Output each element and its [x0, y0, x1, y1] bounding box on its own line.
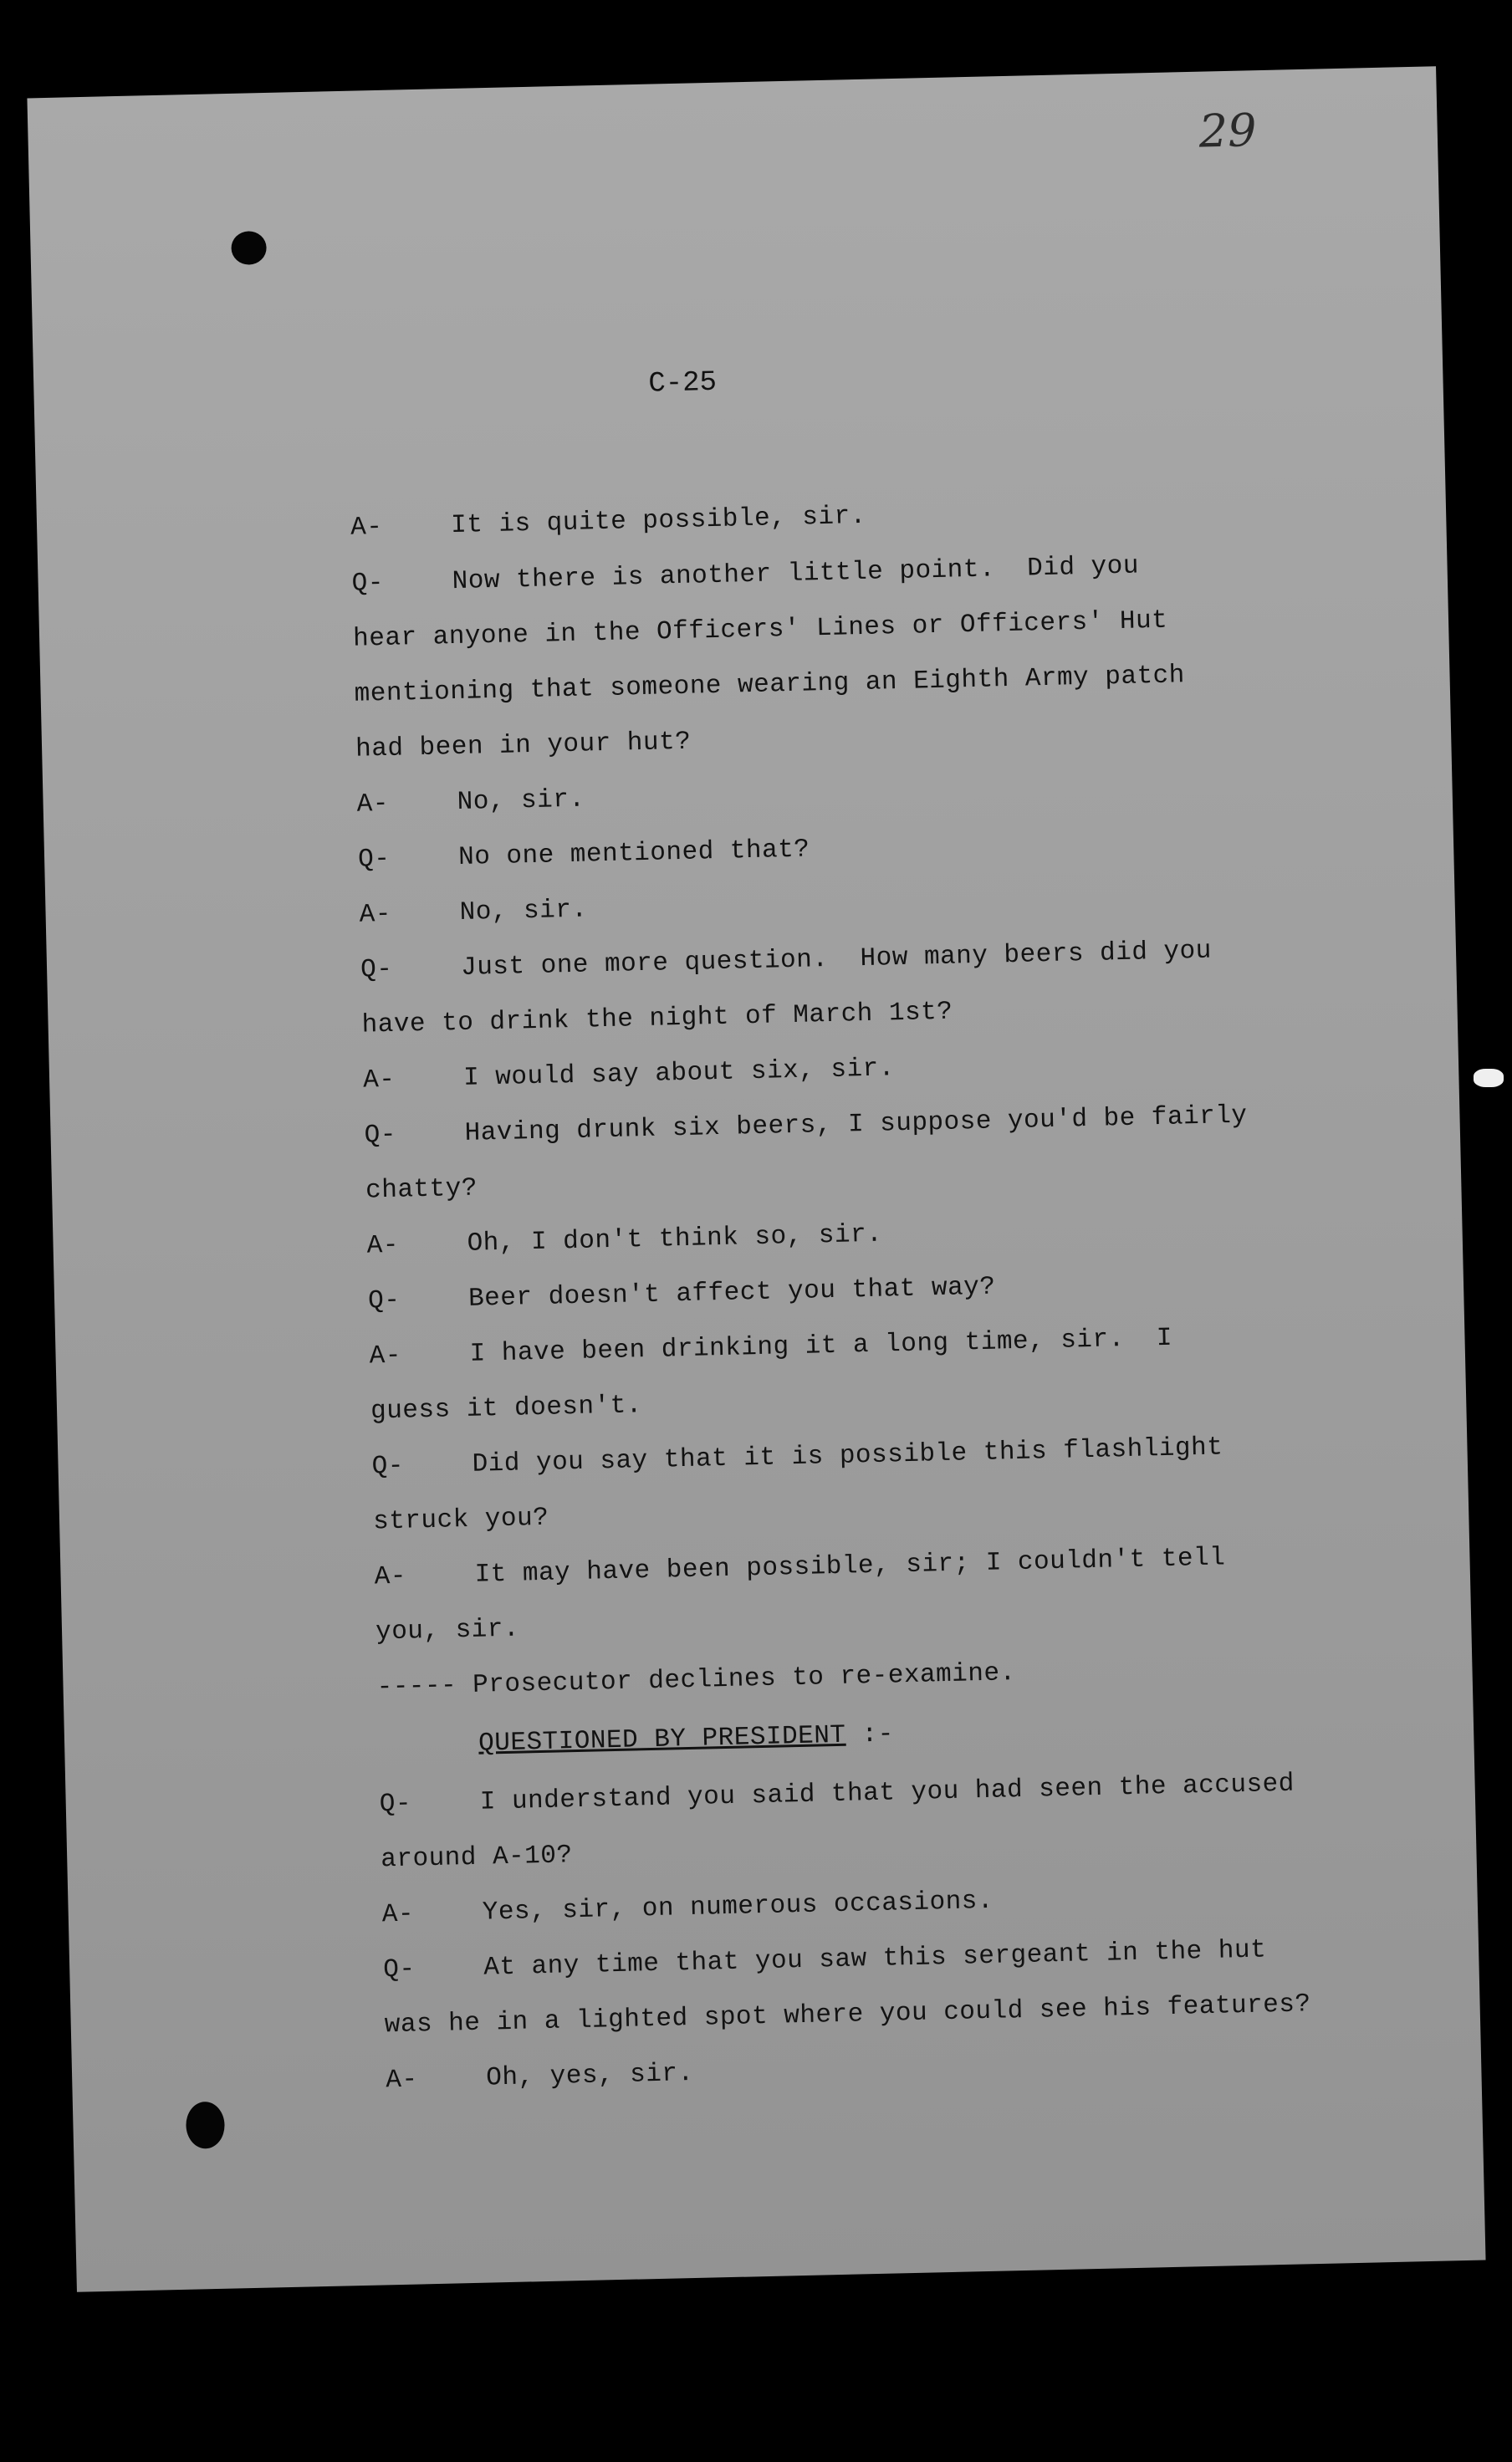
line-text: It may have been possible, sir; I couldn't tell — [474, 1543, 1226, 1590]
transcript-line — [384, 1990, 1311, 2041]
line-text: ----- Prosecutor declines to re-examine. — [376, 1658, 1017, 1703]
speaker-tag: A- — [385, 2065, 418, 2096]
scan-speck — [1474, 1069, 1504, 1087]
speaker-tag: A- — [356, 789, 390, 820]
transcript-line — [376, 1658, 1016, 1703]
transcript-line — [361, 998, 953, 1041]
speaker-tag: Q- — [367, 1285, 401, 1316]
transcript-line — [356, 785, 585, 820]
transcript-line — [369, 1324, 1172, 1372]
speaker-tag: A- — [369, 1341, 402, 1371]
line-text: have to drink the night of March 1st? — [361, 997, 953, 1040]
transcript-line — [364, 1101, 1248, 1152]
line-text: No one mentioned that? — [457, 835, 810, 872]
line-text: chatty? — [365, 1173, 478, 1206]
line-text: Yes, sir, on numerous occasions. — [482, 1886, 994, 1928]
transcript-line — [375, 1615, 520, 1648]
line-text: Having drunk six beers, I suppose you'd be fairly — [464, 1101, 1248, 1148]
transcript-line — [373, 1504, 549, 1538]
transcript-line — [368, 1273, 996, 1317]
speaker-tag: A- — [359, 899, 392, 930]
line-text: No, sir. — [459, 895, 588, 927]
folio-number: 29 — [1198, 104, 1258, 158]
line-text: I understand you said that you had seen the accused — [479, 1769, 1295, 1817]
speaker-tag: Q- — [379, 1789, 412, 1820]
line-text: Just one more question. How many beers did you — [460, 936, 1213, 983]
transcript-line — [355, 728, 692, 765]
speaker-tag: A- — [350, 512, 383, 543]
section-heading — [478, 1719, 894, 1759]
line-text: mentioning that someone wearing an Eighth Army patch — [354, 661, 1186, 709]
punch-hole-top — [231, 231, 267, 265]
line-text: guess it doesn't. — [370, 1391, 643, 1427]
transcript-line — [366, 1220, 882, 1262]
transcript-line — [374, 1543, 1225, 1592]
line-text: struck you? — [372, 1503, 549, 1537]
line-text: Now there is another little point. Did you — [452, 551, 1140, 597]
line-text: It is quite possible, sir. — [450, 501, 867, 541]
transcript-line — [359, 896, 588, 931]
speaker-tag: Q- — [364, 1120, 397, 1151]
section-heading-text: QUESTIONED BY PRESIDENT — [478, 1720, 846, 1759]
transcript-line — [358, 835, 810, 875]
document-page — [27, 66, 1485, 2292]
transcript-line — [354, 661, 1185, 710]
line-text: hear anyone in the Officers' Lines or Officers' Hut — [352, 605, 1168, 654]
transcript-line — [360, 937, 1212, 986]
transcript-line — [383, 1935, 1267, 1985]
speaker-tag: A- — [381, 1899, 415, 1930]
transcript-line — [350, 502, 866, 544]
speaker-tag: Q- — [351, 568, 385, 599]
section-heading-suffix: :- — [845, 1719, 895, 1750]
transcript-line — [371, 1433, 1223, 1482]
speaker-tag: Q- — [382, 1954, 416, 1985]
line-text: Did you say that it is possible this flashlight — [472, 1433, 1223, 1479]
line-text: had been in your hut? — [355, 727, 692, 764]
speaker-tag: Q- — [360, 954, 393, 985]
line-text: around A-10? — [380, 1841, 573, 1875]
line-text: was he in a lighted spot where you could see his features? — [384, 1990, 1311, 2041]
speaker-tag: Q- — [357, 844, 391, 875]
line-text: At any time that you saw this sergeant in the hut — [483, 1935, 1267, 1983]
transcript-line — [353, 606, 1168, 655]
line-text: No, sir. — [457, 784, 585, 817]
speaker-tag: A- — [366, 1230, 400, 1261]
line-text: I would say about six, sir. — [462, 1054, 896, 1093]
page-label: C-25 — [647, 366, 718, 401]
line-text: Beer doesn't affect you that way? — [467, 1272, 996, 1314]
transcript-line — [379, 1770, 1295, 1821]
transcript-line — [363, 1054, 895, 1096]
transcript-line — [351, 551, 1139, 599]
punch-hole-bottom — [186, 2102, 225, 2149]
transcript-line — [365, 1174, 478, 1207]
transcript-line — [386, 2059, 694, 2096]
transcript-line — [370, 1391, 642, 1427]
transcript-line — [381, 1887, 994, 1931]
speaker-tag: A- — [362, 1065, 396, 1096]
line-text: Oh, I don't think so, sir. — [467, 1219, 883, 1259]
speaker-tag: A- — [374, 1561, 407, 1592]
line-text: I have been drinking it a long time, sir. I — [469, 1323, 1173, 1369]
line-text: Oh, yes, sir. — [485, 2058, 694, 2093]
transcript-line — [381, 1841, 573, 1875]
speaker-tag: Q- — [371, 1451, 405, 1482]
line-text: you, sir. — [375, 1614, 520, 1647]
